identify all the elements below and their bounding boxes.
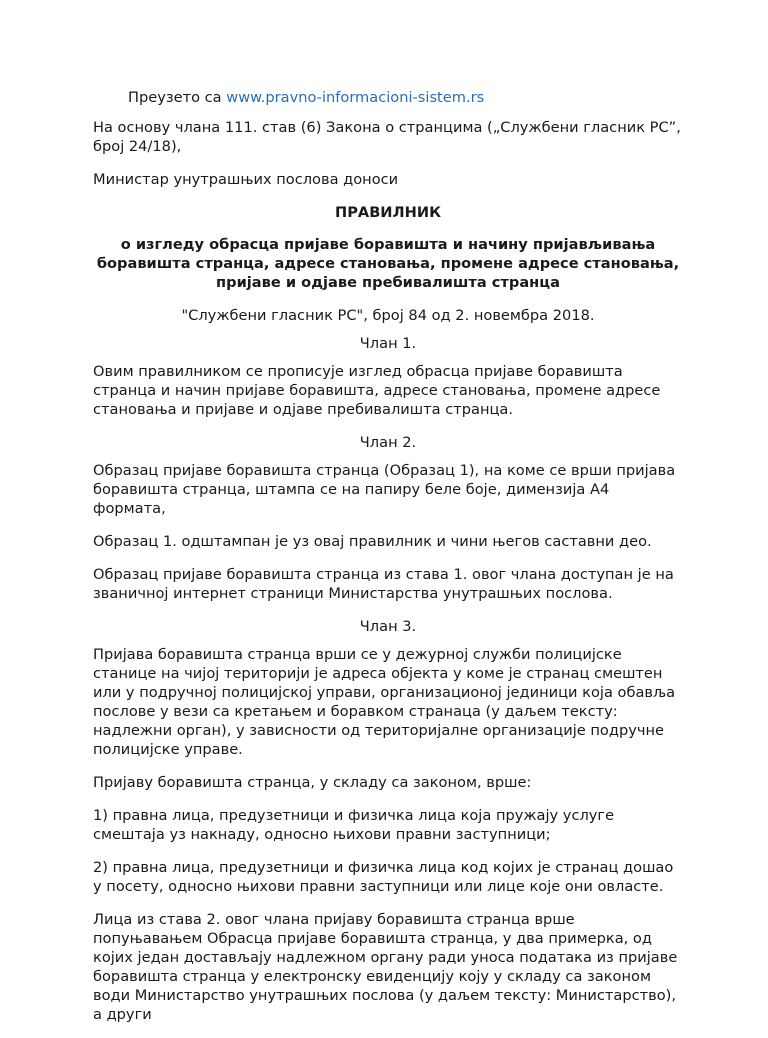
article-paragraph: Образац пријаве боравишта странца (Образац 1), на коме се врши пријава боравишта странца, штампа се на папиру беле боје, димензија А4 формата, — [93, 462, 676, 517]
article-paragraph: Овим правилником се прописује изглед обрасца пријаве боравишта странца и начин пријаве боравишта, адресе становања, промене адресе становања и пријаве и одјаве пребивалишта странца. — [93, 363, 661, 418]
article-paragraph: Лица из става 2. овог члана пријаву боравишта странца врше попуњавањем Обрасца пријаве боравишта странца, у два примерка, од којих један достављају надлежном органу ради уноса података из пријаве боравишта странца у електронску евиденцију коју у складу са законом води Министарство унутрашњих послова (у даљем тексту: Министарство), а други — [93, 911, 678, 1023]
article-paragraph: Пријава боравишта странца врши се у дежурној служби полицијске станице на чијој територији је адреса објекта у коме је странац смештен или у подручној полицијској управи, организационој јединици која обавља послове у вези са кретањем и боравком странаца (у даљем тексту: надлежни орган), у зависности од територијалне организације подручне полицијске управе. — [93, 646, 676, 758]
article-paragraph: Пријаву боравишта странца, у складу са законом, врше: — [93, 774, 532, 791]
document-content — [93, 88, 683, 1038]
article-paragraph: Образац 1. одштампан је уз овај правилник и чини његов саставни део. — [93, 533, 652, 550]
article-heading: Члан 1. — [359, 335, 417, 352]
article-paragraph: 1) правна лица, предузетници и физичка лица која пружају услуге смештаја уз накнаду, односно њихови правни заступници; — [93, 807, 615, 843]
source-link[interactable]: www.pravno-informacioni-sistem.rs — [226, 89, 485, 106]
issuer-line: Министар унутрашњих послова доноси — [93, 171, 399, 188]
legal-basis: На основу члана 111. став (6) Закона о странцима („Службени гласник РС”, број 24/18), — [93, 119, 681, 155]
article-paragraph: 2) правна лица, предузетници и физичка лица код којих је странац дошао у посету, односно њихови правни заступници или лице које они овласте. — [93, 859, 674, 895]
article-paragraph: Образац пријаве боравишта странца из става 1. овог члана доступан је на званичној интернет страници Министарства унутрашњих послова. — [93, 566, 674, 602]
article-heading: Члан 3. — [359, 618, 417, 635]
source-prefix: Преузето са — [128, 89, 222, 106]
document-title: ПРАВИЛНИК — [334, 204, 442, 221]
source-line — [128, 88, 683, 107]
document-subtitle: о изгледу обрасца пријаве боравишта и начину пријављивања боравишта странца, адресе становања, промене адресе становања, пријаве и одјаве пребивалишта странца — [96, 236, 680, 291]
article-heading: Члан 2. — [359, 434, 417, 451]
gazette-reference: "Службени гласник РС", број 84 од 2. новембра 2018. — [181, 307, 595, 324]
